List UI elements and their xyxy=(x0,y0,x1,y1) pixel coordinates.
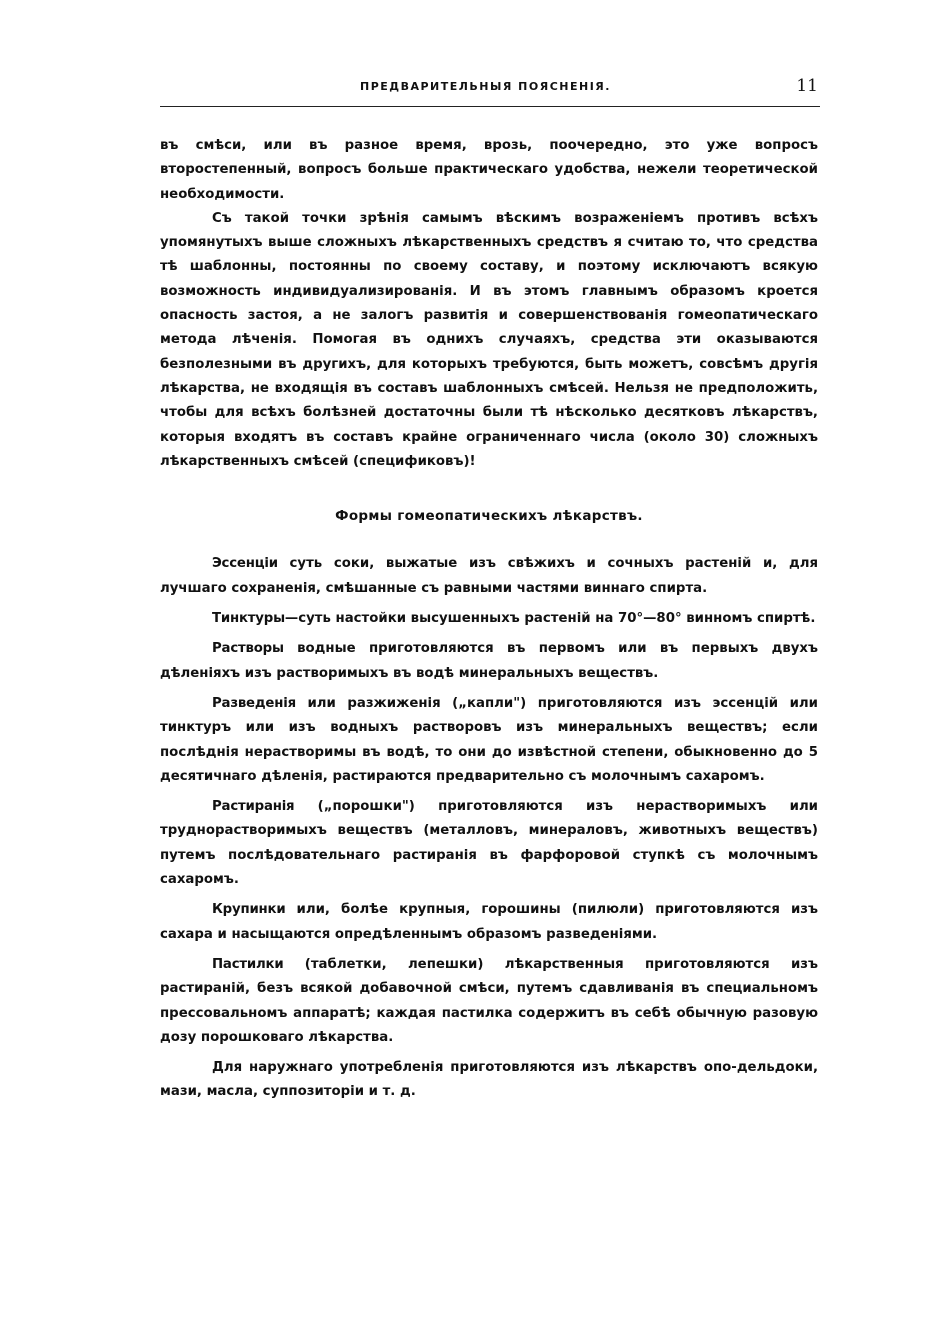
term-solutions: Растворы xyxy=(212,641,284,657)
paragraph-essences xyxy=(160,552,818,601)
term-triturations: Растиранія xyxy=(212,799,295,815)
definition-triturations: („порошки") приготовляются изъ нерастворимыхъ или труднорастворимыхъ веществъ (металловъ, минераловъ, животныхъ веществъ) путемъ послѣдовательнаго растиранія въ фарфоровой ступкѣ съ молочнымъ сахаромъ. xyxy=(160,799,818,888)
definition-external-use: Для наружнаго употребленія приготовляются изъ лѣкарствъ опо-дельдоки, мази, масла, суппозиторіи и т. д. xyxy=(160,1060,818,1100)
term-dilutions: Разведенія xyxy=(212,695,296,711)
definition-globules: или, болѣе крупныя, горошины (пилюли) приготовляются изъ сахара и насыщаются опредѣленнымъ образомъ разведеніями. xyxy=(160,902,818,942)
body-text xyxy=(160,134,818,1111)
section-heading: Формы гомеопатическихъ лѣкарствъ. xyxy=(335,508,643,525)
definition-dilutions: или разжиженія („капли") приготовляются изъ эссенцій или тинктуръ или изъ водныхъ растворовъ изъ минеральныхъ веществъ; если послѣднія нерастворимы въ водѣ, то они до извѣстной степени, обыкновенно до 5 десятичнаго дѣленія, растираются предварительно съ молочнымъ сахаромъ. xyxy=(160,695,818,784)
paragraph-continuation: въ смѣси, или въ разное время, врозь, поочередно, это уже вопросъ второстепенный, вопросъ больше практическаго удобства, нежели теоретической необходимости. xyxy=(160,138,818,202)
remedy-forms-list xyxy=(160,552,818,1104)
paragraph-objection: Съ такой точки зрѣнія самымъ вѣскимъ возраженіемъ противъ всѣхъ упомянутыхъ выше сложныхъ лѣкарственныхъ средствъ я считаю то, что средства тѣ шаблонны, постоянны по своему составу, и поэтому исключаютъ всякую возможность индивидуализированія. И въ этомъ главнымъ образомъ кроется опасность застоя, а не залогъ развитія и совершенствованія гомеопатическаго метода лѣченія. Помогая въ однихъ случаяхъ, средства эти оказываются безполезными въ другихъ, для которыхъ требуются, быть можетъ, совсѣмъ другія лѣкарства, не входящія въ составъ шаблонныхъ смѣсей. Нельзя не предположить, чтобы для всѣхъ болѣзней достаточны были тѣ нѣсколько десятковъ лѣкарствъ, которыя входятъ въ составъ крайне ограниченнаго числа (около 30) сложныхъ лѣкарственныхъ смѣсей (спецификовъ)! xyxy=(160,210,818,469)
paragraph-solutions xyxy=(160,637,818,686)
definition-essences: суть соки, выжатые изъ свѣжихъ и сочныхъ растеній и, для лучшаго сохраненія, смѣшанные съ равными частями виннаго спирта. xyxy=(160,556,818,596)
running-title: ПРЕДВАРИТЕЛЬНЫЯ ПОЯСНЕНІЯ. xyxy=(360,80,611,93)
definition-solutions: водные приготовляются въ первомъ или въ первыхъ двухъ дѣленіяхъ изъ растворимыхъ въ водѣ минеральныхъ веществъ. xyxy=(160,641,818,681)
paragraph-triturations xyxy=(160,795,818,892)
term-essences: Эссенціи xyxy=(212,556,278,572)
running-head xyxy=(160,76,820,104)
paragraph-dilutions xyxy=(160,692,818,789)
paragraph-external-use xyxy=(160,1056,818,1105)
term-tinctures: Тинктуры xyxy=(212,611,285,627)
paragraph-tinctures xyxy=(160,607,818,631)
page-number: 11 xyxy=(796,76,818,96)
term-tablets: Пастилки xyxy=(212,956,284,972)
definition-tinctures: —суть настойки высушенныхъ растеній на 70°—80° винномъ спиртѣ. xyxy=(284,611,816,627)
definition-tablets: (таблетки, лепешки) лѣкарственныя приготовляются изъ растираній, безъ всякой добавочной смѣси, путемъ сдавливанія въ специальномъ прессовальномъ аппаратѣ; каждая пастилка содержитъ въ себѣ обычную разовую дозу порошковаго лѣкарства. xyxy=(160,956,818,1045)
paragraph-globules xyxy=(160,898,818,947)
paragraph-tablets xyxy=(160,953,818,1050)
term-globules: Крупинки xyxy=(212,902,286,918)
header-rule xyxy=(160,106,820,107)
